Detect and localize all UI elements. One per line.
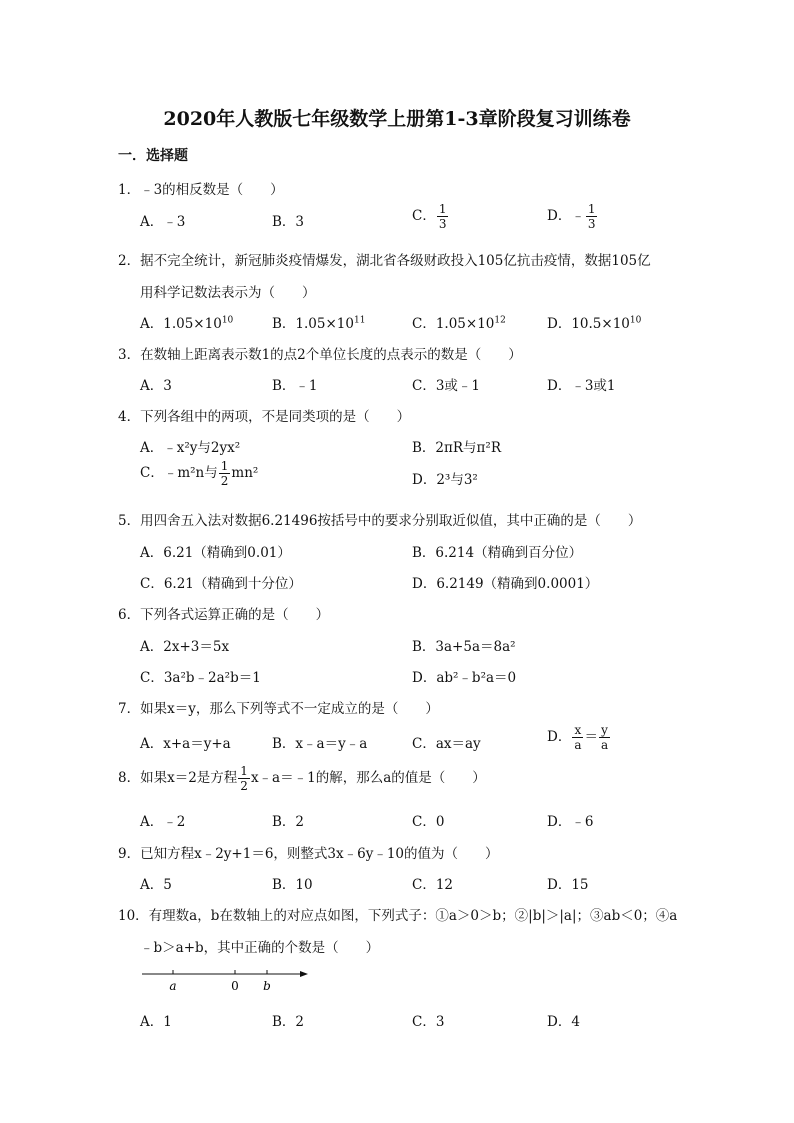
q1-option-b: B．3	[272, 214, 305, 230]
q1-option-c: C． $\frac{1}{3}$	[412, 202, 447, 231]
fraction: $\frac{y}{a}$	[600, 723, 609, 752]
fraction: $\frac{1}{2}$	[220, 459, 229, 488]
page-title: 2020年人教版七年级数学上册第1-3章阶段复习训练卷	[163, 108, 631, 130]
question-2-stem: 2．据不完全统计，新冠肺炎疫情爆发，湖北省各级财政投入105亿抗击疫情，数据105亿	[118, 253, 651, 269]
question-5-stem: 5．用四舍五入法对数据6.21496按括号中的要求分别取近似值，其中正确的是（ ）	[118, 513, 642, 529]
number-line-arrow	[300, 971, 308, 977]
fraction: $\frac{1}{3}$	[438, 202, 447, 231]
question-10-stem: 10．有理数a，b在数轴上的对应点如图，下列式子：①a＞0＞b；②|b|＞|a|；③ab＜0；④a	[118, 908, 678, 924]
question-1-stem: 1．﹣3的相反数是（ ）	[118, 182, 284, 198]
q2-option-c: C．$1.05\times 10^{12}$	[412, 315, 506, 332]
q3-option-b: B．﹣1	[272, 378, 318, 394]
fraction: $\frac{1}{2}$	[240, 764, 248, 793]
q1-option-d: D．﹣ $\frac{1}{3}$	[547, 202, 596, 231]
q6-option-c: C．3a²b﹣2a²b＝1	[140, 670, 261, 686]
q2-option-b: B．$1.05\times 10^{11}$	[272, 315, 366, 332]
q6-option-d: D．ab²﹣b²a＝0	[412, 670, 517, 686]
q4-option-c: C．﹣m²n与 $\frac{1}{2}$ mn²	[140, 459, 259, 488]
q5-option-b: B．6.214（精确到百分位）	[412, 545, 583, 561]
q8-option-c: C．0	[412, 814, 445, 830]
q7-option-d: D． $\frac{x}{a}$ ＝ $\frac{y}{a}$	[547, 723, 609, 752]
q9-option-b: B．10	[272, 877, 313, 893]
q7-option-b: B．x﹣a＝y﹣a	[272, 736, 368, 752]
q4-option-b: B．2πR与π²R	[412, 440, 501, 456]
question-3-stem: 3．在数轴上距离表示数1的点2个单位长度的点表示的数是（ ）	[118, 347, 522, 363]
q7-option-a: A．x+a＝y+a	[140, 736, 231, 752]
q2-option-d: D．$10.5\times 10^{10}$	[547, 315, 642, 332]
question-10-stem-line2: ﹣b＞a+b，其中正确的个数是（ ）	[140, 940, 380, 956]
question-7-stem: 7．如果x＝y，那么下列等式不一定成立的是（ ）	[118, 701, 439, 717]
q4-option-d: D．2³与3²	[412, 472, 478, 488]
q7-option-c: C．ax＝ay	[412, 736, 481, 752]
section-heading: 一．选择题	[118, 148, 188, 164]
number-line-figure	[140, 966, 310, 1006]
label-b: b	[263, 979, 271, 993]
q9-option-d: D．15	[547, 877, 589, 893]
q10-option-a: A．1	[140, 1014, 172, 1030]
q5-option-c: C．6.21（精确到十分位）	[140, 576, 302, 592]
q5-option-a: A．6.21（精确到0.01）	[140, 545, 291, 561]
q1-option-a: A．﹣3	[140, 214, 186, 230]
q3-option-a: A．3	[140, 378, 172, 394]
q8-option-d: D．﹣6	[547, 814, 594, 830]
label-zero: 0	[231, 979, 239, 993]
q2-option-a: A．$1.05\times 10^{10}$	[140, 315, 234, 332]
question-8-stem: 8．如果x＝2是方程 $\frac{1}{2}$ x﹣a＝﹣1的解，那么a的值是（ ）	[118, 764, 486, 793]
question-4-stem: 4．下列各组中的两项，不是同类项的是（ ）	[118, 409, 411, 425]
question-6-stem: 6．下列各式运算正确的是（ ）	[118, 607, 330, 623]
q10-option-d: D．4	[547, 1014, 580, 1030]
q3-option-c: C．3或﹣1	[412, 378, 481, 394]
q3-option-d: D．﹣3或1	[547, 378, 616, 394]
q4-option-a: A．﹣x²y与2yx²	[140, 440, 241, 456]
q9-option-c: C．12	[412, 877, 454, 893]
q6-option-a: A．2x+3＝5x	[140, 639, 230, 655]
q6-option-b: B．3a+5a＝8a²	[412, 639, 516, 655]
label-a: a	[169, 979, 177, 993]
fraction: $\frac{1}{3}$	[587, 202, 596, 231]
q10-option-c: C．3	[412, 1014, 445, 1030]
question-9-stem: 9．已知方程x﹣2y+1＝6，则整式3x﹣6y﹣10的值为（ ）	[118, 846, 499, 862]
q9-option-a: A．5	[140, 877, 172, 893]
q8-option-b: B．2	[272, 814, 305, 830]
q10-option-b: B．2	[272, 1014, 305, 1030]
question-2-stem-line2: 用科学记数法表示为（ ）	[140, 285, 316, 301]
q8-option-a: A．﹣2	[140, 814, 186, 830]
q5-option-d: D．6.2149（精确到0.0001）	[412, 576, 599, 592]
fraction: $\frac{x}{a}$	[574, 723, 582, 752]
